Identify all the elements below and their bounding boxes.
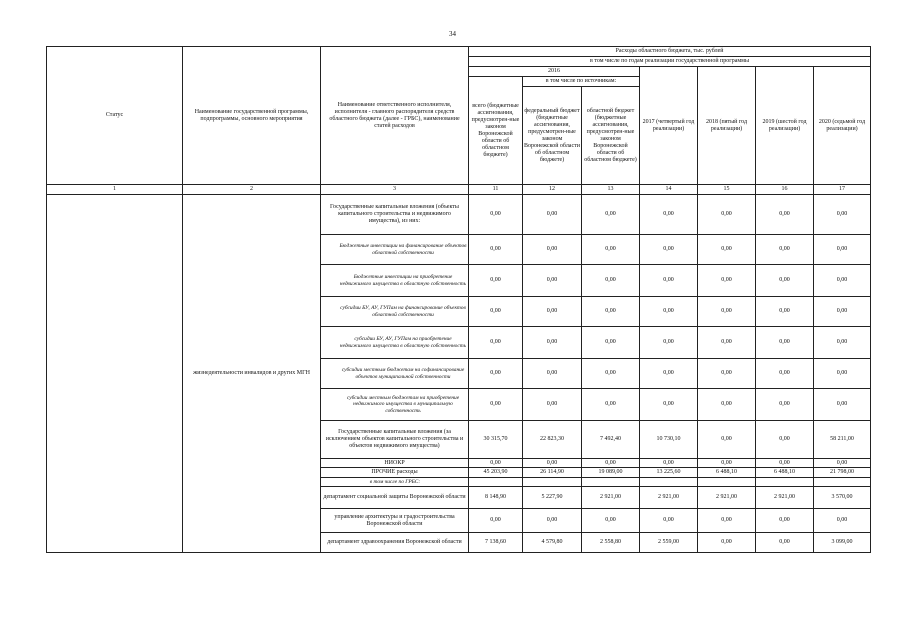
table-body (47, 195, 871, 553)
value-cell: 10 730,10 (640, 421, 698, 459)
row-label: департамент здравоохранения Воронежской области (321, 533, 469, 553)
value-cell: 0,00 (469, 297, 523, 327)
value-cell: 0,00 (469, 235, 523, 265)
value-cell: 0,00 (582, 327, 640, 359)
value-cell: 2 921,00 (640, 487, 698, 509)
value-cell: 0,00 (640, 389, 698, 421)
row-label: департамент социальной защиты Воронежской области (321, 487, 469, 509)
header-y2018: 2018 (пятый год реализации) (698, 67, 756, 185)
value-cell: 6 488,10 (698, 468, 756, 478)
value-cell: 0,00 (698, 235, 756, 265)
value-cell: 0,00 (469, 389, 523, 421)
value-cell (469, 478, 523, 487)
value-cell: 21 798,00 (814, 468, 871, 478)
column-number: 3 (321, 185, 469, 195)
value-cell: 45 203,90 (469, 468, 523, 478)
value-cell: 0,00 (469, 359, 523, 389)
header-executor: Наименование ответственного исполнителя, исполнителя - главного распорядителя средств областного бюджета (далее - ГРБС), наименование статей расходов (321, 47, 469, 185)
value-cell (756, 478, 814, 487)
value-cell: 2 921,00 (582, 487, 640, 509)
value-cell: 4 579,80 (523, 533, 582, 553)
value-cell: 0,00 (814, 509, 871, 533)
value-cell: 0,00 (523, 195, 582, 235)
page-number: 34 (449, 30, 456, 38)
row-label: в том числе по ГРБС: (321, 478, 469, 487)
value-cell: 0,00 (523, 459, 582, 468)
value-cell: 0,00 (756, 195, 814, 235)
value-cell: 58 211,00 (814, 421, 871, 459)
value-cell: 0,00 (469, 327, 523, 359)
value-cell: 6 488,10 (756, 468, 814, 478)
value-cell: 0,00 (640, 195, 698, 235)
value-cell: 0,00 (523, 359, 582, 389)
column-number: 17 (814, 185, 871, 195)
header-by-sources: в том числе по источникам: (523, 77, 640, 87)
value-cell: 0,00 (698, 265, 756, 297)
value-cell: 0,00 (756, 509, 814, 533)
value-cell: 30 315,70 (469, 421, 523, 459)
value-cell: 0,00 (756, 533, 814, 553)
column-number: 11 (469, 185, 523, 195)
header-total: всего (бюджетные ассигнования, предусмотрен-ные законом Воронежской области об областном бюджете) (469, 77, 523, 185)
column-number: 12 (523, 185, 582, 195)
value-cell: 0,00 (756, 389, 814, 421)
header-program: Наименование государственной программы, подпрограммы, основного мероприятия (183, 47, 321, 185)
value-cell: 0,00 (582, 195, 640, 235)
header-year-2016: 2016 (469, 67, 640, 77)
budget-table (46, 46, 871, 553)
value-cell: 13 225,60 (640, 468, 698, 478)
value-cell: 3 570,00 (814, 487, 871, 509)
value-cell: 0,00 (582, 265, 640, 297)
row-label: субсидии БУ, АУ, ГУПам на финансирование объектов областной собственности (321, 297, 469, 327)
value-cell: 5 227,90 (523, 487, 582, 509)
value-cell: 8 148,90 (469, 487, 523, 509)
value-cell: 0,00 (698, 533, 756, 553)
row-label: Государственные капитальные вложения (за исключением объектов капитального строительства и объектов недвижимого имущества) (321, 421, 469, 459)
value-cell: 0,00 (469, 459, 523, 468)
header-expenses-title: Расходы областного бюджета, тыс. рублей (469, 47, 871, 57)
row-label: Бюджетные инвестиции на финансирование объектов областной собственности (321, 235, 469, 265)
value-cell: 0,00 (698, 359, 756, 389)
row-label: Государственные капитальные вложения (объекты капитального строительства и недвижимого имущества), из них: (321, 195, 469, 235)
header-by-years: в том числе по годам реализации государственной программы (469, 57, 871, 67)
column-number: 14 (640, 185, 698, 195)
value-cell: 0,00 (582, 509, 640, 533)
value-cell (582, 478, 640, 487)
value-cell: 0,00 (640, 509, 698, 533)
value-cell: 2 921,00 (756, 487, 814, 509)
value-cell: 0,00 (698, 509, 756, 533)
value-cell: 0,00 (756, 359, 814, 389)
row-label: НИОКР (321, 459, 469, 468)
value-cell (523, 478, 582, 487)
value-cell: 0,00 (756, 459, 814, 468)
value-cell: 0,00 (640, 327, 698, 359)
value-cell: 0,00 (523, 235, 582, 265)
value-cell: 0,00 (523, 509, 582, 533)
value-cell: 2 921,00 (698, 487, 756, 509)
value-cell (814, 478, 871, 487)
row-label: субсидии местным бюджетам на приобретение недвижимого имущества в муниципальную собственность (321, 389, 469, 421)
value-cell: 0,00 (756, 297, 814, 327)
value-cell: 0,00 (469, 265, 523, 297)
row-label: субсидии местным бюджетам на софинансирование объектов муниципальной собственности (321, 359, 469, 389)
value-cell: 0,00 (814, 359, 871, 389)
column-number: 16 (756, 185, 814, 195)
value-cell: 0,00 (582, 235, 640, 265)
value-cell: 2 558,80 (582, 533, 640, 553)
column-number: 13 (582, 185, 640, 195)
value-cell: 0,00 (523, 265, 582, 297)
status-cell (47, 195, 183, 553)
value-cell: 0,00 (698, 195, 756, 235)
row-label: управление архитектуры и градостроительства Воронежской области (321, 509, 469, 533)
value-cell: 0,00 (698, 327, 756, 359)
value-cell: 0,00 (582, 297, 640, 327)
value-cell: 0,00 (582, 359, 640, 389)
value-cell: 0,00 (469, 509, 523, 533)
value-cell: 0,00 (698, 459, 756, 468)
value-cell: 0,00 (756, 235, 814, 265)
value-cell: 0,00 (469, 195, 523, 235)
value-cell: 0,00 (582, 389, 640, 421)
header-federal: федеральный бюджет (бюджетные ассигнования, предусмотрен-ные законом Воронежской области об областном бюджете) (523, 87, 582, 185)
column-number: 15 (698, 185, 756, 195)
value-cell: 7 492,40 (582, 421, 640, 459)
value-cell: 0,00 (582, 459, 640, 468)
header-status: Статус (47, 47, 183, 185)
value-cell: 0,00 (814, 195, 871, 235)
value-cell: 0,00 (814, 297, 871, 327)
value-cell: 0,00 (523, 297, 582, 327)
value-cell: 7 138,60 (469, 533, 523, 553)
value-cell: 2 559,00 (640, 533, 698, 553)
value-cell: 26 114,90 (523, 468, 582, 478)
value-cell: 0,00 (698, 421, 756, 459)
value-cell (640, 478, 698, 487)
row-label: субсидии БУ, АУ, ГУПам на приобретение недвижимого имущества в областную собственность (321, 327, 469, 359)
row-label: Бюджетные инвестиции на приобретение недвижимого имущества в областную собственность (321, 265, 469, 297)
value-cell: 0,00 (523, 327, 582, 359)
header-y2019: 2019 (шестой год реализации) (756, 67, 814, 185)
value-cell: 22 823,30 (523, 421, 582, 459)
header-regional: областной бюджет (бюджетные ассигнования, предусмотрен-ные законом Воронежской области об областном бюджете) (582, 87, 640, 185)
table-row (47, 195, 871, 235)
program-name: жизнедеятельности инвалидов и других МГН (183, 195, 321, 553)
value-cell: 0,00 (814, 265, 871, 297)
value-cell: 0,00 (698, 297, 756, 327)
header-y2017: 2017 (четвертый год реализации) (640, 67, 698, 185)
value-cell: 3 099,00 (814, 533, 871, 553)
value-cell: 0,00 (814, 327, 871, 359)
column-number-row (47, 185, 871, 195)
row-label: ПРОЧИЕ расходы (321, 468, 469, 478)
value-cell: 0,00 (523, 389, 582, 421)
value-cell: 0,00 (814, 235, 871, 265)
column-number: 2 (183, 185, 321, 195)
value-cell: 0,00 (756, 265, 814, 297)
column-number: 1 (47, 185, 183, 195)
value-cell (698, 478, 756, 487)
value-cell: 0,00 (640, 297, 698, 327)
table-header (47, 47, 871, 195)
value-cell: 0,00 (640, 459, 698, 468)
value-cell: 0,00 (640, 235, 698, 265)
header-y2020: 2020 (седьмой год реализации) (814, 67, 871, 185)
value-cell: 19 089,00 (582, 468, 640, 478)
value-cell: 0,00 (756, 327, 814, 359)
value-cell: 0,00 (814, 459, 871, 468)
value-cell: 0,00 (640, 265, 698, 297)
value-cell: 0,00 (698, 389, 756, 421)
value-cell: 0,00 (814, 389, 871, 421)
value-cell: 0,00 (640, 359, 698, 389)
value-cell: 0,00 (756, 421, 814, 459)
